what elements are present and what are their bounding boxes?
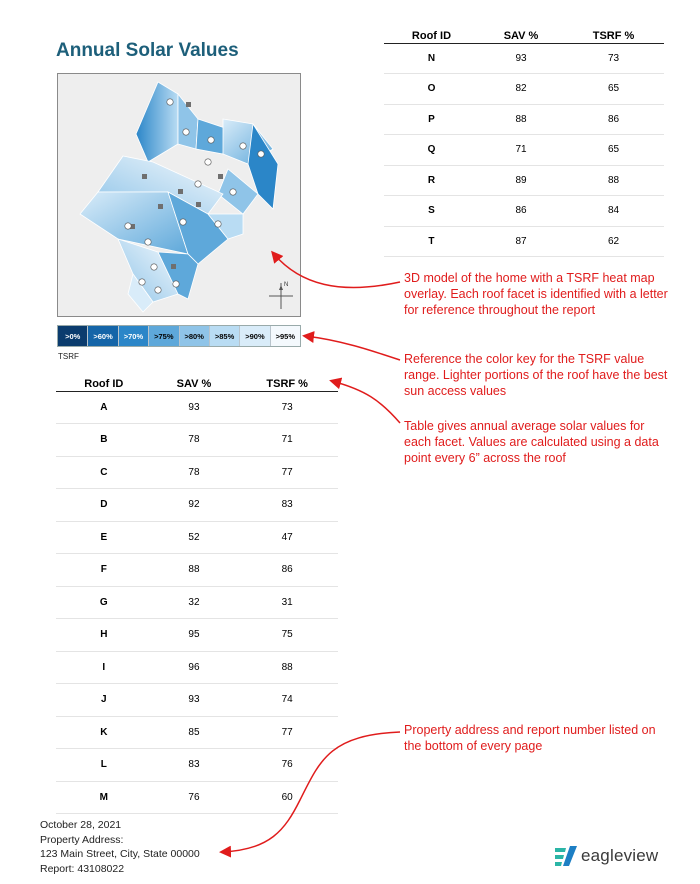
tsrf-cell: 73 bbox=[236, 391, 338, 424]
roof-id-cell: C bbox=[56, 456, 152, 489]
eagleview-logo bbox=[555, 846, 658, 866]
sav-cell: 95 bbox=[152, 619, 237, 652]
roof-id-cell: L bbox=[56, 749, 152, 782]
roof-id-cell: M bbox=[56, 781, 152, 814]
tsrf-cell: 31 bbox=[236, 586, 338, 619]
column-header: Roof ID bbox=[384, 29, 479, 43]
legend-swatch: >70% bbox=[119, 326, 149, 346]
roof-id-cell: T bbox=[384, 226, 479, 257]
tsrf-cell: 88 bbox=[236, 651, 338, 684]
annotation-table: Table gives annual average solar values for each facet. Values are calculated using a data point every 6” across the roof bbox=[404, 419, 659, 465]
roof-id-cell: H bbox=[56, 619, 152, 652]
tsrf-cell: 77 bbox=[236, 456, 338, 489]
annotation-footer: Property address and report number listed on the bottom of every page bbox=[404, 723, 656, 753]
column-header: SAV % bbox=[479, 29, 563, 43]
roof-id-cell: S bbox=[384, 196, 479, 227]
legend-swatch: >60% bbox=[88, 326, 118, 346]
sav-cell: 71 bbox=[479, 135, 563, 166]
roof-id-cell: B bbox=[56, 424, 152, 457]
annotation-color-key: Reference the color key for the TSRF value range. Lighter portions of the roof have the best sun access values bbox=[404, 352, 668, 398]
sav-cell: 93 bbox=[152, 391, 237, 424]
roof-id-cell: D bbox=[56, 489, 152, 522]
tsrf-cell: 77 bbox=[236, 716, 338, 749]
sav-cell: 93 bbox=[152, 684, 237, 717]
tsrf-cell: 86 bbox=[563, 104, 664, 135]
tsrf-cell: 76 bbox=[236, 749, 338, 782]
tsrf-cell: 86 bbox=[236, 554, 338, 587]
sav-cell: 32 bbox=[152, 586, 237, 619]
roof-id-cell: O bbox=[384, 74, 479, 105]
sav-cell: 83 bbox=[152, 749, 237, 782]
report-date: October 28, 2021 bbox=[40, 819, 122, 831]
legend-swatch: >85% bbox=[210, 326, 240, 346]
sav-cell: 78 bbox=[152, 424, 237, 457]
legend-swatch: >80% bbox=[180, 326, 210, 346]
roof-id-cell: R bbox=[384, 165, 479, 196]
arrow-to-footer bbox=[222, 732, 400, 852]
eagleview-logo-icon bbox=[555, 846, 577, 866]
legend-caption: TSRF bbox=[58, 352, 79, 361]
arrow-to-model bbox=[273, 253, 400, 288]
column-header: TSRF % bbox=[236, 377, 338, 391]
column-header: Roof ID bbox=[56, 377, 152, 391]
roof-id-cell: F bbox=[56, 554, 152, 587]
tsrf-cell: 60 bbox=[236, 781, 338, 814]
report-number: Report: 43108022 bbox=[40, 862, 125, 875]
tsrf-cell: 65 bbox=[563, 74, 664, 105]
legend-swatch: >95% bbox=[271, 326, 300, 346]
sav-cell: 88 bbox=[152, 554, 237, 587]
compass-north-label: N bbox=[284, 282, 289, 288]
sav-cell: 88 bbox=[479, 104, 563, 135]
roof-id-cell: P bbox=[384, 104, 479, 135]
sav-cell: 96 bbox=[152, 651, 237, 684]
tsrf-cell: 71 bbox=[236, 424, 338, 457]
tsrf-cell: 65 bbox=[563, 135, 664, 166]
sav-cell: 92 bbox=[152, 489, 237, 522]
roof-id-cell: J bbox=[56, 684, 152, 717]
tsrf-cell: 74 bbox=[236, 684, 338, 717]
sav-cell: 93 bbox=[479, 43, 563, 74]
tsrf-cell: 62 bbox=[563, 226, 664, 257]
page-title: Annual Solar Values bbox=[56, 40, 239, 61]
sav-cell: 78 bbox=[152, 456, 237, 489]
column-header: SAV % bbox=[152, 377, 237, 391]
tsrf-cell: 47 bbox=[236, 521, 338, 554]
tsrf-cell: 84 bbox=[563, 196, 664, 227]
report-footer bbox=[40, 818, 200, 876]
tsrf-cell: 73 bbox=[563, 43, 664, 74]
tsrf-cell: 75 bbox=[236, 619, 338, 652]
roof-id-cell: E bbox=[56, 521, 152, 554]
arrow-to-table bbox=[332, 381, 400, 423]
roof-id-cell: N bbox=[384, 43, 479, 74]
legend-swatch: >0% bbox=[58, 326, 88, 346]
logo-text: eagleview bbox=[581, 846, 659, 865]
roof-id-cell: K bbox=[56, 716, 152, 749]
legend-swatch: >75% bbox=[149, 326, 179, 346]
arrow-to-color-key bbox=[305, 336, 400, 360]
roof-id-cell: Q bbox=[384, 135, 479, 166]
tsrf-cell: 88 bbox=[563, 165, 664, 196]
sav-cell: 85 bbox=[152, 716, 237, 749]
roof-id-cell: G bbox=[56, 586, 152, 619]
roof-id-cell: I bbox=[56, 651, 152, 684]
sav-cell: 86 bbox=[479, 196, 563, 227]
tsrf-cell: 83 bbox=[236, 489, 338, 522]
sav-cell: 89 bbox=[479, 165, 563, 196]
roof-id-cell: A bbox=[56, 391, 152, 424]
property-address: 123 Main Street, City, State 00000 bbox=[40, 848, 200, 860]
annotation-model: 3D model of the home with a TSRF heat map overlay. Each roof facet is identified with a letter for reference throughout the report bbox=[404, 271, 668, 317]
sav-cell: 76 bbox=[152, 781, 237, 814]
legend-swatch: >90% bbox=[240, 326, 270, 346]
sav-cell: 82 bbox=[479, 74, 563, 105]
sav-cell: 52 bbox=[152, 521, 237, 554]
property-address-label: Property Address: bbox=[40, 833, 124, 846]
sav-cell: 87 bbox=[479, 226, 563, 257]
column-header: TSRF % bbox=[563, 29, 664, 43]
